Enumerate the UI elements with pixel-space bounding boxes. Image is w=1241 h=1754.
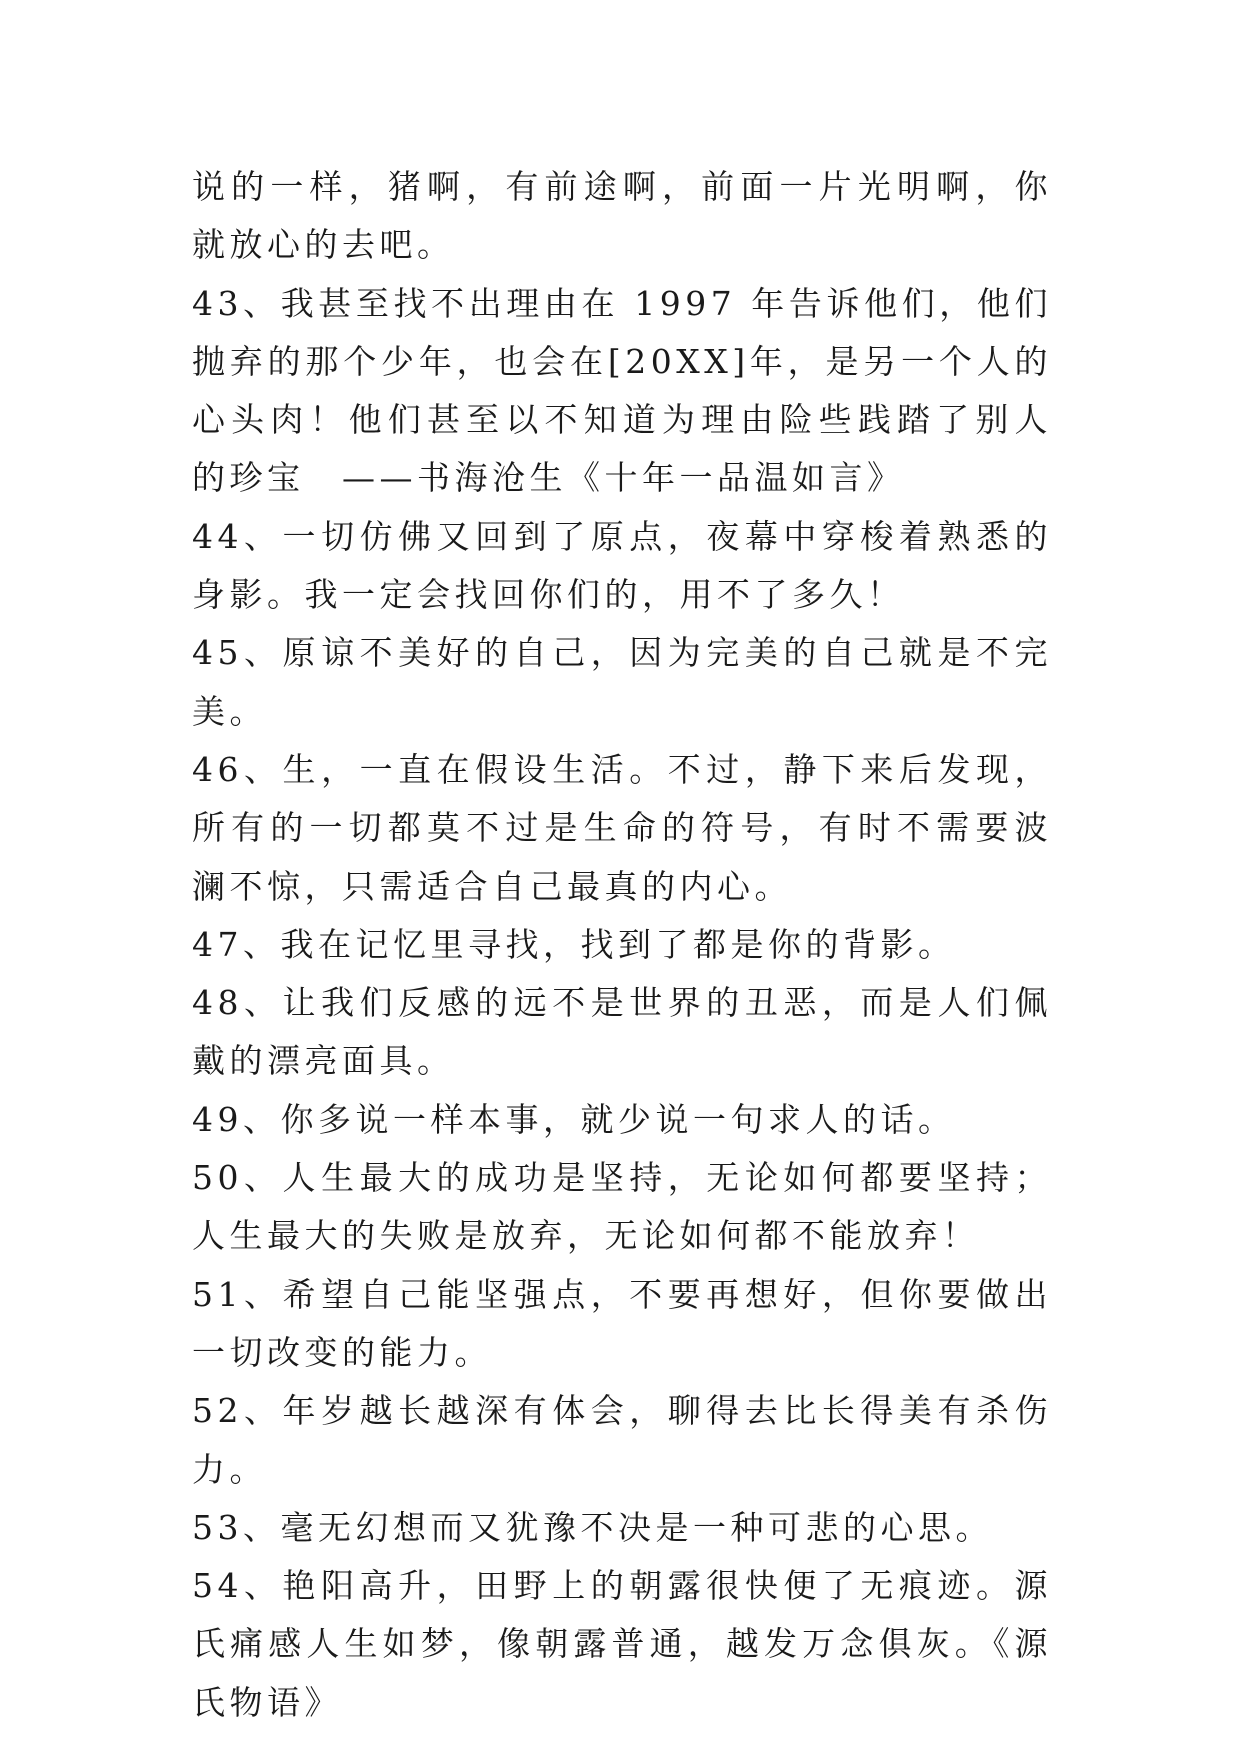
paragraph-51: 51、希望自己能坚强点，不要再想好，但你要做出一切改变的能力。 (192, 1274, 1052, 1372)
paragraph-47: 47、我在记忆里寻找，找到了都是你的背影。 (192, 924, 956, 964)
paragraph-48: 48、让我们反感的远不是世界的丑恶，而是人们佩戴的漂亮面具。 (192, 983, 1052, 1081)
paragraph-54: 54、艳阳高升，田野上的朝露很快便了无痕迹。源氏痛感人生如梦，像朝露普通，越发万念俱灰。《源氏物语》 (192, 1566, 1052, 1722)
document-body (192, 158, 1052, 1732)
paragraph-42-continued: 说的一样，猪啊，有前途啊，前面一片光明啊，你就放心的去吧。 (192, 167, 1052, 265)
paragraph-50: 50、人生最大的成功是坚持，无论如何都要坚持；人生最大的失败是放弃，无论如何都不能放弃！ (192, 1158, 1052, 1256)
paragraph-52: 52、年岁越长越深有体会，聊得去比长得美有杀伤力。 (192, 1391, 1052, 1489)
paragraph-44: 44、一切仿佛又回到了原点，夜幕中穿梭着熟悉的身影。我一定会找回你们的，用不了多久！ (192, 516, 1052, 615)
paragraph-45: 45、原谅不美好的自己，因为完美的自己就是不完美。 (192, 633, 1052, 731)
paragraph-49: 49、你多说一样本事，就少说一句求人的话。 (192, 1099, 956, 1139)
paragraph-46: 46、生，一直在假设生活。不过，静下来后发现，所有的一切都莫不过是生命的符号，有时不需要波澜不惊，只需适合自己最真的内心。 (192, 749, 1052, 906)
paragraph-53: 53、毫无幻想而又犹豫不决是一种可悲的心思。 (192, 1507, 993, 1547)
paragraph-43: 43、我甚至找不出理由在 1997 年告诉他们，他们抛弃的那个少年，也会在[20XX]年，是另一个人的心头肉！他们甚至以不知道为理由险些践踏了别人的珍宝 ——书海沧生《十年一品温如言》 (192, 283, 1052, 498)
